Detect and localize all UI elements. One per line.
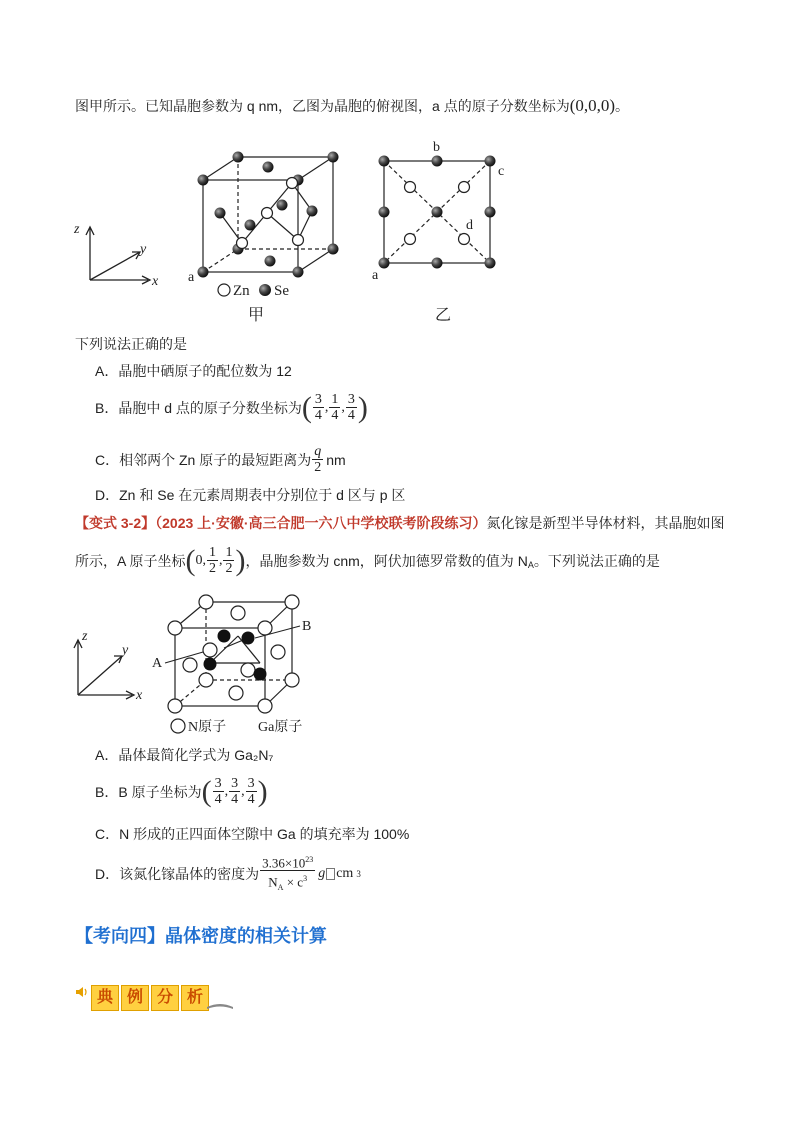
frac-b3: $\frac{3}{4}$ (347, 392, 355, 423)
caption-jia: 甲 (248, 307, 265, 324)
label-A: A (152, 656, 163, 671)
q2-stem1: 氮化镓是新型半导体材料，其晶胞如图 (486, 515, 725, 531)
figure-znse (60, 135, 540, 330)
q2-option-b: B．B 原子坐标为 ( $\frac{3}{4}$ , $\frac{3}{4}$ , $\frac{3}{4}$ ) (95, 774, 268, 808)
axis-z-1: z (74, 222, 80, 237)
q1-stem: 下列说法正确的是 (75, 336, 187, 352)
label-d: d (466, 218, 473, 233)
example-badge (75, 985, 235, 1011)
frac-density: $\frac{3.36\times 10^{23}}{N_A \times c^3}$ (260, 852, 315, 895)
q2-stem2-pre: 所示，A 原子坐标 (75, 552, 186, 569)
q2-option-c: C．N 形成的正四面体空隙中 Ga 的填充率为 100% (95, 826, 410, 842)
legend-n: N原子 (188, 720, 227, 735)
q2-line1 (75, 513, 724, 533)
intro-text: 图甲所示。已知晶胞参数为 q nm，乙图为晶胞的俯视图，a 点的原子分数坐标为 (75, 98, 570, 114)
q2-option-b-text: B．B 原子坐标为 (95, 783, 202, 800)
figure-gan (60, 590, 360, 740)
q2-stem2-post: ，晶胞参数为 cnm，阿伏加德罗常数的值为 N (245, 552, 528, 569)
label-a-jia: a (188, 270, 195, 285)
legend-zn: Zn (233, 283, 250, 299)
q1-option-d: D．Zn 和 Se 在元素周期表中分别位于 d 区与 p 区 (95, 487, 406, 503)
q2-option-d: D．该氮化镓晶体的密度为 $\frac{3.36\times 10^{23}}{N_A \times c^3}$ g cm 3 (95, 852, 361, 895)
q2-line2: 所示，A 原子坐标 ( 0 , $\frac{1}{2}$ , $\frac{1}{2}$ ) ，晶胞参数为 cnm，阿伏加德罗常数的值为 N A 。下列说法正确的是 (75, 543, 660, 577)
frac-b2: $\frac{1}{4}$ (331, 392, 339, 423)
legend-n-symbol (171, 719, 185, 733)
label-a-yi: a (372, 268, 379, 283)
axis-z-2: z (82, 629, 88, 644)
q2-tag: 【变式 3-2】 (75, 515, 156, 531)
legend-ga: Ga原子 (258, 720, 303, 735)
q1-option-a: A．晶胞中硒原子的配位数为 12 (95, 363, 292, 379)
axis-x-1: x (152, 274, 159, 289)
q1-option-b-text: B．晶胞中 d 点的原子分数坐标为 (95, 399, 302, 416)
q2-option-d-text: D．该氮化镓晶体的密度为 (95, 865, 260, 882)
label-b: b (433, 140, 440, 155)
speaker-icon (75, 985, 89, 999)
badge-char-2: 例 (121, 985, 149, 1011)
label-c: c (498, 164, 505, 179)
q1-option-c-text: C．相邻两个 Zn 原子的最短距离为 (95, 451, 312, 468)
legend-zn-symbol (218, 284, 230, 296)
axis-x-2: x (136, 688, 143, 703)
q1-option-c: C．相邻两个 Zn 原子的最短距离为 $\frac{q}{2}$ nm (95, 444, 346, 475)
label-B: B (302, 619, 312, 634)
q2-source: （2023 上·安徽·高三合肥一六八中学校联考阶段练习） (155, 515, 487, 531)
section-title: 【考向四】晶体密度的相关计算 (75, 926, 327, 946)
book-icon (205, 997, 235, 1011)
frac-c: $\frac{q}{2}$ (314, 444, 322, 475)
missing-glyph-box (326, 868, 335, 880)
badge-char-1: 典 (91, 985, 119, 1011)
legend-se-symbol (259, 284, 271, 296)
caption-yi: 乙 (435, 307, 452, 324)
badge-char-3: 分 (151, 985, 179, 1011)
frac-b1: $\frac{3}{4}$ (314, 392, 322, 423)
badge-char-4: 析 (181, 985, 209, 1011)
intro-end: 。 (615, 98, 630, 114)
q2-stem2-end: 。下列说法正确的是 (533, 552, 660, 569)
q2-option-a: A．晶体最简化学式为 Ga₂N₇ (95, 747, 274, 763)
q1-option-b: B．晶胞中 d 点的原子分数坐标为 ( $\frac{3}{4}$ , $\frac{1}{4}$ , $\frac{3}{4}$ ) (95, 390, 368, 424)
intro-coord: (0,0,0) (569, 96, 616, 115)
axis-y-1: y (140, 242, 147, 257)
legend-se: Se (274, 283, 289, 299)
intro-line (75, 96, 629, 116)
axis-y-2: y (122, 643, 129, 658)
